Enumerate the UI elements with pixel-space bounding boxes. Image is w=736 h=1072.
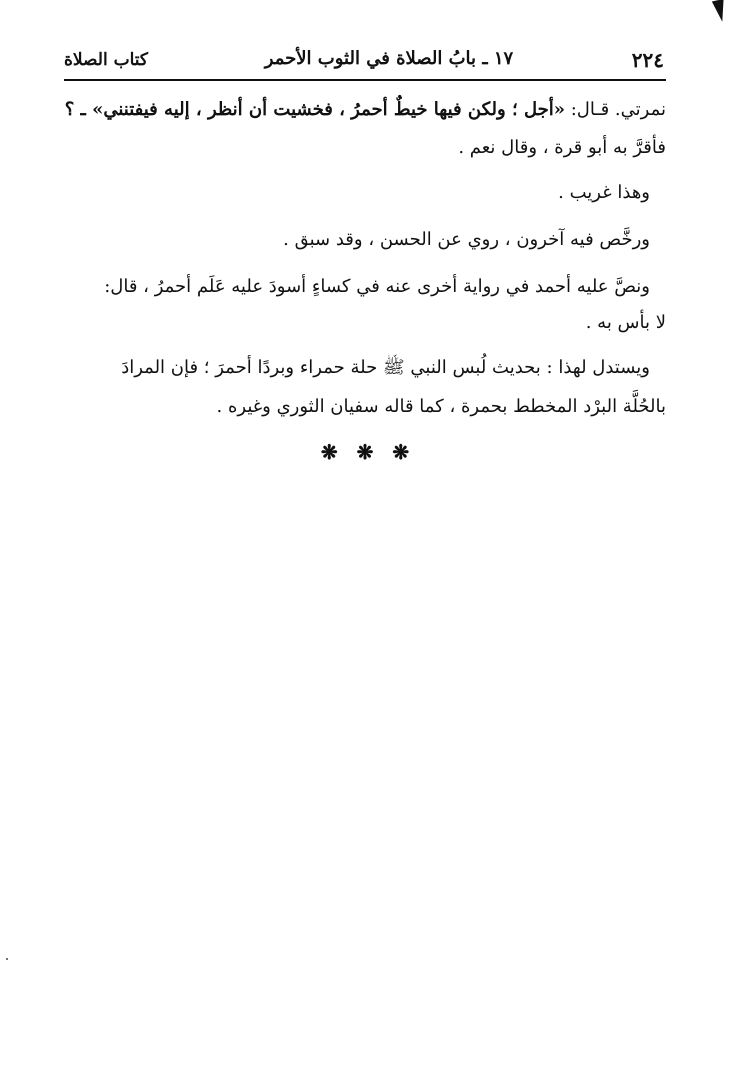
text-line-8: بالحُلَّة البرْد المخطط بحمرة ، كما قاله سفيان الثوري وغيره . [216, 396, 666, 417]
text-line-5: ونصَّ عليه أحمد في رواية أخرى عنه في كساءٍ أسودَ عليه عَلَم أحمرُ ، قال: [104, 276, 650, 297]
text-line-2: فأقرَّ به أبو قرة ، وقال نعم . [458, 137, 666, 158]
text-line-1-intro: نمرتي. قـال: [564, 99, 666, 120]
page-header [64, 44, 664, 76]
scan-corner-mark [712, 0, 728, 23]
text-line-4: ورخَّص فيه آخرون ، روي عن الحسن ، وقد سبق . [283, 229, 650, 250]
text-line-3: وهذا غريب . [558, 182, 650, 203]
header-divider [64, 79, 666, 81]
text-line-1 [64, 93, 666, 127]
hadith-quote: «أجل ؛ ولكن فيها خيطٌ أحمرُ ، فخشيت أن أنظر ، إليه فيفتنني» ـ ؟ [64, 99, 565, 120]
text-line-6: لا بأس به . [585, 312, 666, 333]
scan-speck [6, 958, 8, 960]
chapter-running-title: ١٧ ـ بابُ الصلاة في الثوب الأحمر [264, 48, 514, 69]
page-number: ٢٢٤ [631, 48, 664, 72]
book-title: كتاب الصلاة [64, 50, 149, 70]
text-line-7: ويستدل لهذا : بحديث لُبس النبي ﷺ حلة حمراء وبردًا أحمرَ ؛ فإن المرادَ [121, 357, 650, 378]
section-end-ornament: ❋ ❋ ❋ [320, 440, 416, 464]
